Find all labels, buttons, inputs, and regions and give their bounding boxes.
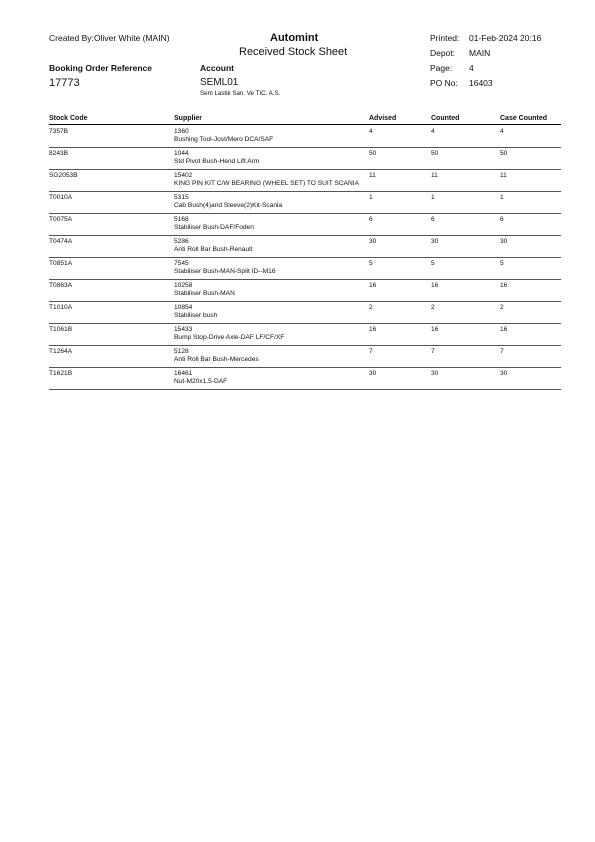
row-supplier (174, 348, 259, 364)
row-counted: 7 (431, 348, 435, 355)
table-row (49, 192, 561, 214)
row-counted: 16 (431, 326, 439, 333)
row-advised: 11 (369, 172, 376, 179)
row-supplier (174, 128, 273, 144)
row-stock-code: T1061B (49, 326, 73, 333)
row-advised: 1 (369, 194, 373, 201)
booking-ref-label: Booking Order Reference (49, 63, 152, 73)
row-advised: 50 (369, 150, 377, 157)
row-supplier-number: 10258 (174, 282, 193, 289)
booking-ref-value: 17773 (49, 77, 80, 89)
col-stock-code: Stock Code (49, 115, 88, 122)
row-description: Anti Roll Bar Bush-Mercedes (174, 356, 259, 363)
printed-value: 01-Feb-2024 20:16 (469, 33, 542, 43)
row-stock-code: T1264A (49, 348, 73, 355)
table-row (49, 148, 561, 170)
row-case-counted: 7 (500, 348, 504, 355)
row-description: Bushing Tool-Jost/Mero DCA/SAF (174, 136, 274, 143)
row-supplier (174, 194, 282, 210)
row-supplier-number: 15433 (174, 326, 193, 333)
page-value: 4 (469, 63, 474, 73)
row-supplier (174, 238, 252, 254)
row-counted: 2 (431, 304, 435, 311)
row-supplier-number: 16461 (174, 370, 193, 377)
table-row (49, 214, 561, 236)
col-case-counted: Case Counted (500, 115, 548, 122)
col-counted: Counted (431, 115, 460, 122)
row-stock-code: T0863A (49, 282, 73, 289)
row-case-counted: 2 (500, 304, 504, 311)
header-divider (49, 124, 561, 125)
row-supplier (174, 282, 235, 298)
row-description: Bump Stop-Drive Axle-DAF LF/CF/XF (174, 334, 285, 341)
row-supplier-number: 1360 (174, 128, 189, 135)
row-supplier (174, 216, 254, 232)
row-description: Stabiliser Bush-MAN-Split ID--M16 (174, 268, 276, 275)
row-supplier (174, 172, 359, 188)
row-counted: 4 (431, 128, 435, 135)
table-row (49, 126, 561, 148)
row-description: Stabiliser bush (174, 312, 218, 319)
row-stock-code: T1621B (49, 370, 73, 377)
row-supplier-number: 5128 (174, 348, 189, 355)
row-counted: 1 (431, 194, 435, 201)
table-row (49, 368, 561, 390)
row-stock-code: T1010A (49, 304, 73, 311)
row-counted: 30 (431, 370, 439, 377)
table-row (49, 346, 561, 368)
table-row (49, 302, 561, 324)
row-advised: 16 (369, 282, 377, 289)
row-stock-code: SG2053B (49, 172, 78, 179)
row-case-counted: 1 (500, 194, 504, 201)
depot-value: MAIN (469, 48, 491, 58)
row-description: Cab Bush(4)and Sleeve(2)Kit-Scania (174, 202, 283, 209)
row-counted: 6 (431, 216, 435, 223)
row-counted: 16 (431, 282, 439, 289)
row-case-counted: 16 (500, 282, 508, 289)
row-supplier (174, 304, 217, 320)
po-value: 16403 (469, 78, 493, 88)
created-by-value: Oliver White (MAIN) (94, 33, 170, 43)
row-advised: 7 (369, 348, 373, 355)
row-description: Stabiliser Bush-DAF/Foden (174, 224, 254, 231)
row-counted: 50 (431, 150, 439, 157)
row-stock-code: T0474A (49, 238, 73, 245)
row-advised: 2 (369, 304, 373, 311)
row-advised: 30 (369, 238, 377, 245)
row-counted: 5 (431, 260, 435, 267)
row-case-counted: 4 (500, 128, 504, 135)
company-name: Automint (270, 32, 319, 44)
created-by-label: Created By: (49, 33, 94, 43)
row-stock-code: 7357B (49, 128, 69, 135)
row-case-counted: 5 (500, 260, 504, 267)
row-supplier-number: 15402 (174, 172, 193, 179)
row-description: Std Pivot Bush-Hend Lift Arm (174, 158, 260, 165)
document-title: Received Stock Sheet (239, 46, 348, 58)
row-advised: 6 (369, 216, 373, 223)
row-stock-code: T0010A (49, 194, 73, 201)
row-description: Anti Roll Bar Bush-Renault (174, 246, 253, 253)
page-label: Page: (430, 63, 453, 73)
row-advised: 16 (369, 326, 377, 333)
row-stock-code: T0075A (49, 216, 73, 223)
row-supplier-number: 7545 (174, 260, 189, 267)
row-case-counted: 6 (500, 216, 504, 223)
row-supplier-number: 1044 (174, 150, 189, 157)
row-advised: 30 (369, 370, 377, 377)
col-advised: Advised (369, 115, 397, 122)
row-description: Stabiliser Bush-MAN (174, 290, 235, 297)
row-case-counted: 11 (500, 172, 507, 179)
row-supplier-number: 10854 (174, 304, 193, 311)
table-row (49, 170, 561, 192)
row-stock-code: T0851A (49, 260, 73, 267)
row-advised: 4 (369, 128, 373, 135)
row-counted: 30 (431, 238, 439, 245)
col-supplier: Supplier (174, 115, 203, 122)
row-supplier (174, 370, 227, 386)
printed-label: Printed: (430, 33, 460, 43)
row-supplier-number: 5286 (174, 238, 189, 245)
row-supplier (174, 326, 284, 342)
row-description: Nut-M20x1.5-DAF (174, 378, 228, 385)
row-advised: 5 (369, 260, 373, 267)
row-stock-code: 8243B (49, 150, 69, 157)
row-case-counted: 50 (500, 150, 508, 157)
row-supplier-number: 5315 (174, 194, 189, 201)
row-supplier-number: 5168 (174, 216, 189, 223)
row-counted: 11 (431, 172, 438, 179)
table-row (49, 324, 561, 346)
depot-label: Depot: (430, 48, 456, 58)
account-code: SEML01 (200, 77, 239, 88)
account-name: Sem Lastik San. Ve TIC. A.S. (200, 90, 281, 97)
row-supplier (174, 260, 276, 276)
account-label: Account (200, 63, 234, 73)
row-supplier (174, 150, 259, 166)
row-description: KING PIN KIT C/W BEARING (WHEEL SET) TO SUIT SCANIA (174, 180, 360, 187)
row-case-counted: 16 (500, 326, 508, 333)
table-row (49, 258, 561, 280)
row-case-counted: 30 (500, 370, 508, 377)
table-row (49, 280, 561, 302)
po-label: PO No: (430, 78, 458, 88)
row-case-counted: 30 (500, 238, 508, 245)
table-row (49, 236, 561, 258)
